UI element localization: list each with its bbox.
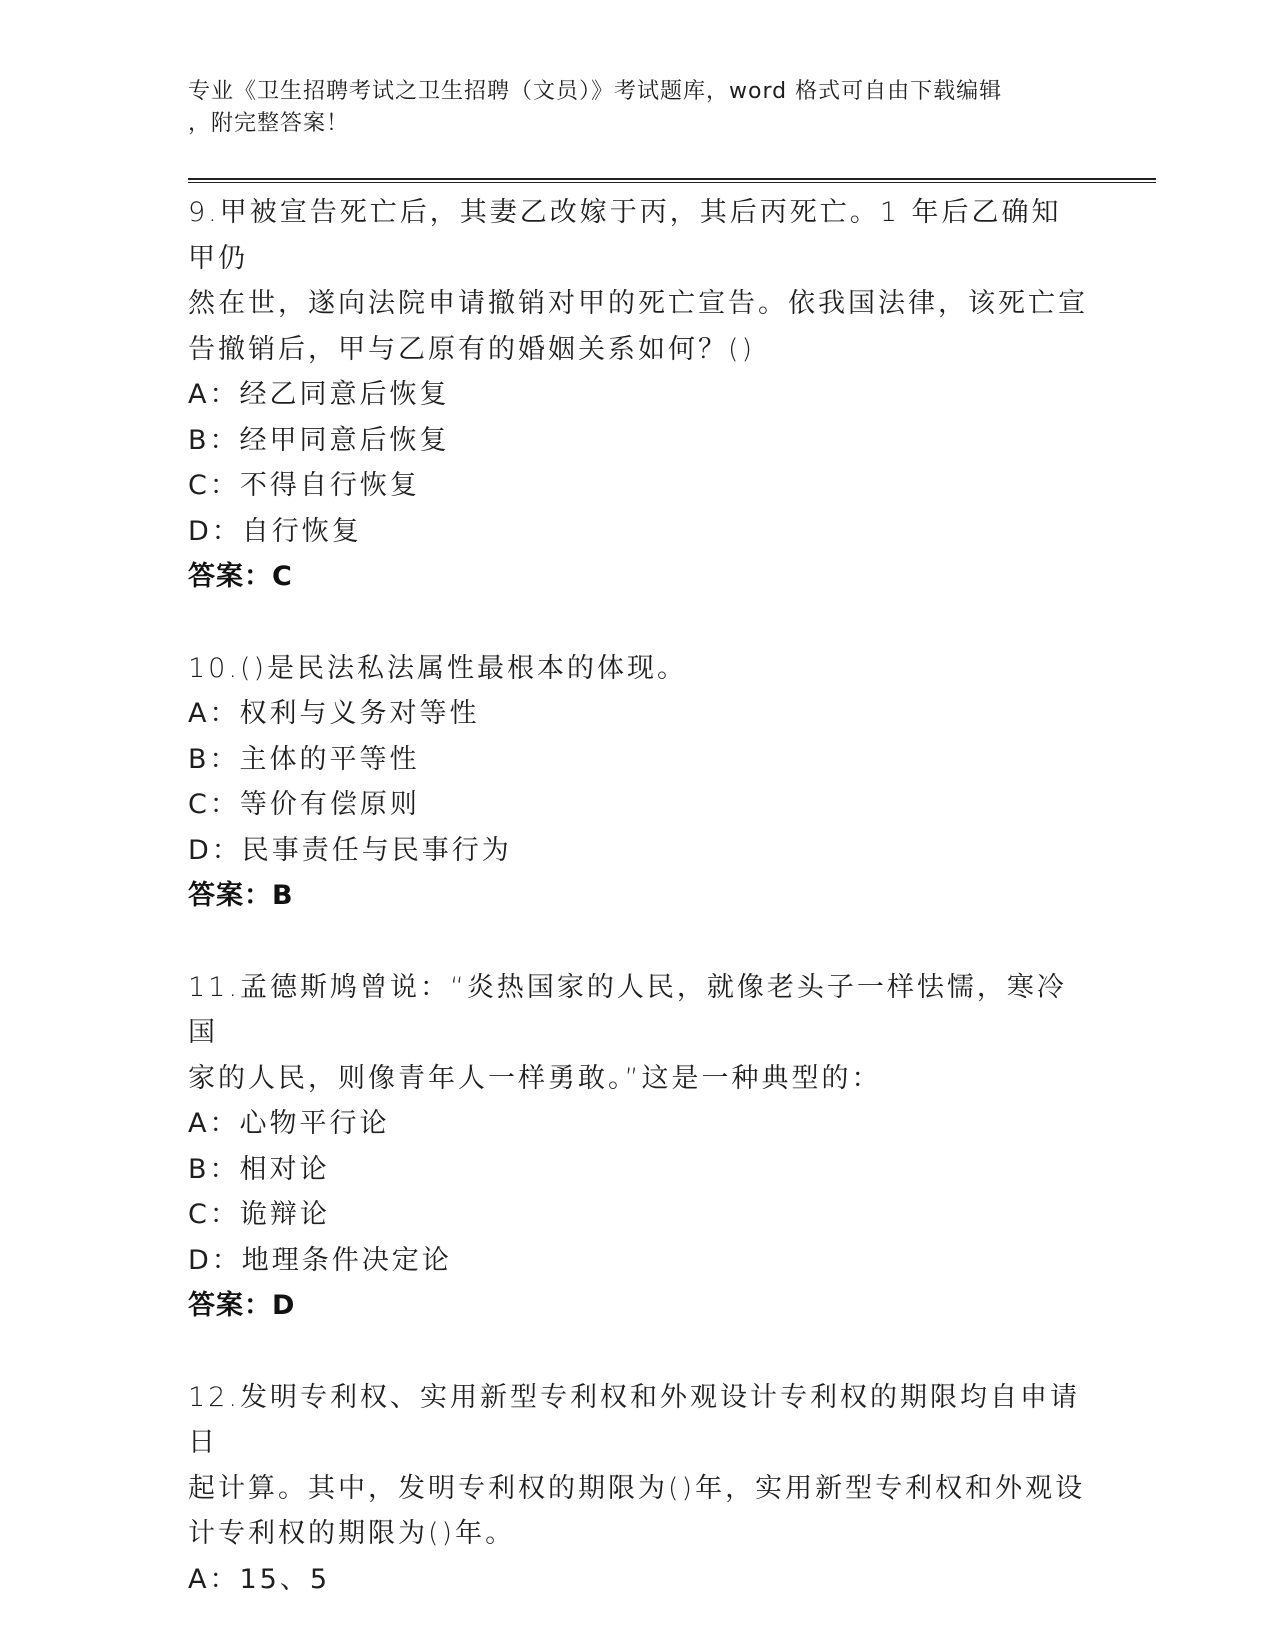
question-stem-line: 计专利权的期限为()年。 [188,1518,516,1549]
question-stem-line: 9.甲被宣告死亡后，其妻乙改嫁于丙，其后丙死亡。1 年后乙确知甲仍 [188,197,1062,274]
option-c: C：不得自行恢复 [188,470,420,501]
option-d: D：民事责任与民事行为 [188,834,512,866]
answer-line: 答案：C [188,561,293,592]
option-a: A：权利与义务对等性 [188,698,480,729]
option-c: C：等价有偿原则 [188,789,420,820]
header-line-2: ，附完整答案！ [188,111,350,136]
question-stem-line: 11.孟德斯鸠曾说：“炎热国家的人民，就像老头子一样怯懦，寒冷国 [188,971,1067,1048]
question-9 [188,190,1088,600]
question-stem-line: 起计算。其中，发明专利权的期限为()年，实用新型专利权和外观设 [188,1472,1086,1504]
question-stem-line: 家的人民，则像青年人一样勇敢。”这是一种典型的： [188,1062,882,1094]
question-list [188,190,1088,1602]
question-spacer [188,600,1088,646]
option-a: A：心物平行论 [188,1108,390,1139]
option-b: B：主体的平等性 [188,743,420,775]
question-stem-line: 12.发明专利权、实用新型专利权和外观设计专利权的期限均自申请日 [188,1381,1080,1458]
question-spacer [188,919,1088,965]
option-c: C：诡辩论 [188,1199,330,1230]
option-b: B：经甲同意后恢复 [188,424,450,456]
header-line-1: 专业《卫生招聘考试之卫生招聘（文员）》考试题库，word 格式可自由下载编辑 [188,79,1003,104]
question-12 [188,1375,1088,1603]
question-stem-line: 然在世，遂向法院申请撤销对甲的死亡宣告。依我国法律，该死亡宣 [188,288,1088,319]
answer-line: 答案：D [188,1290,296,1321]
option-a: A：经乙同意后恢复 [188,379,450,410]
option-a: A：15、5 [188,1563,331,1595]
header-divider [188,178,1156,183]
answer-line: 答案：B [188,880,294,911]
document-header [188,76,1068,140]
option-b: B：相对论 [188,1153,330,1185]
question-spacer [188,1329,1088,1375]
option-d: D：地理条件决定论 [188,1244,452,1276]
question-11 [188,965,1088,1329]
question-10 [188,646,1088,919]
question-stem-line: 10.()是民法私法属性最根本的体现。 [188,652,688,684]
option-d: D：自行恢复 [188,515,362,547]
question-stem-line: 告撤销后，甲与乙原有的婚姻关系如何？() [188,333,756,365]
